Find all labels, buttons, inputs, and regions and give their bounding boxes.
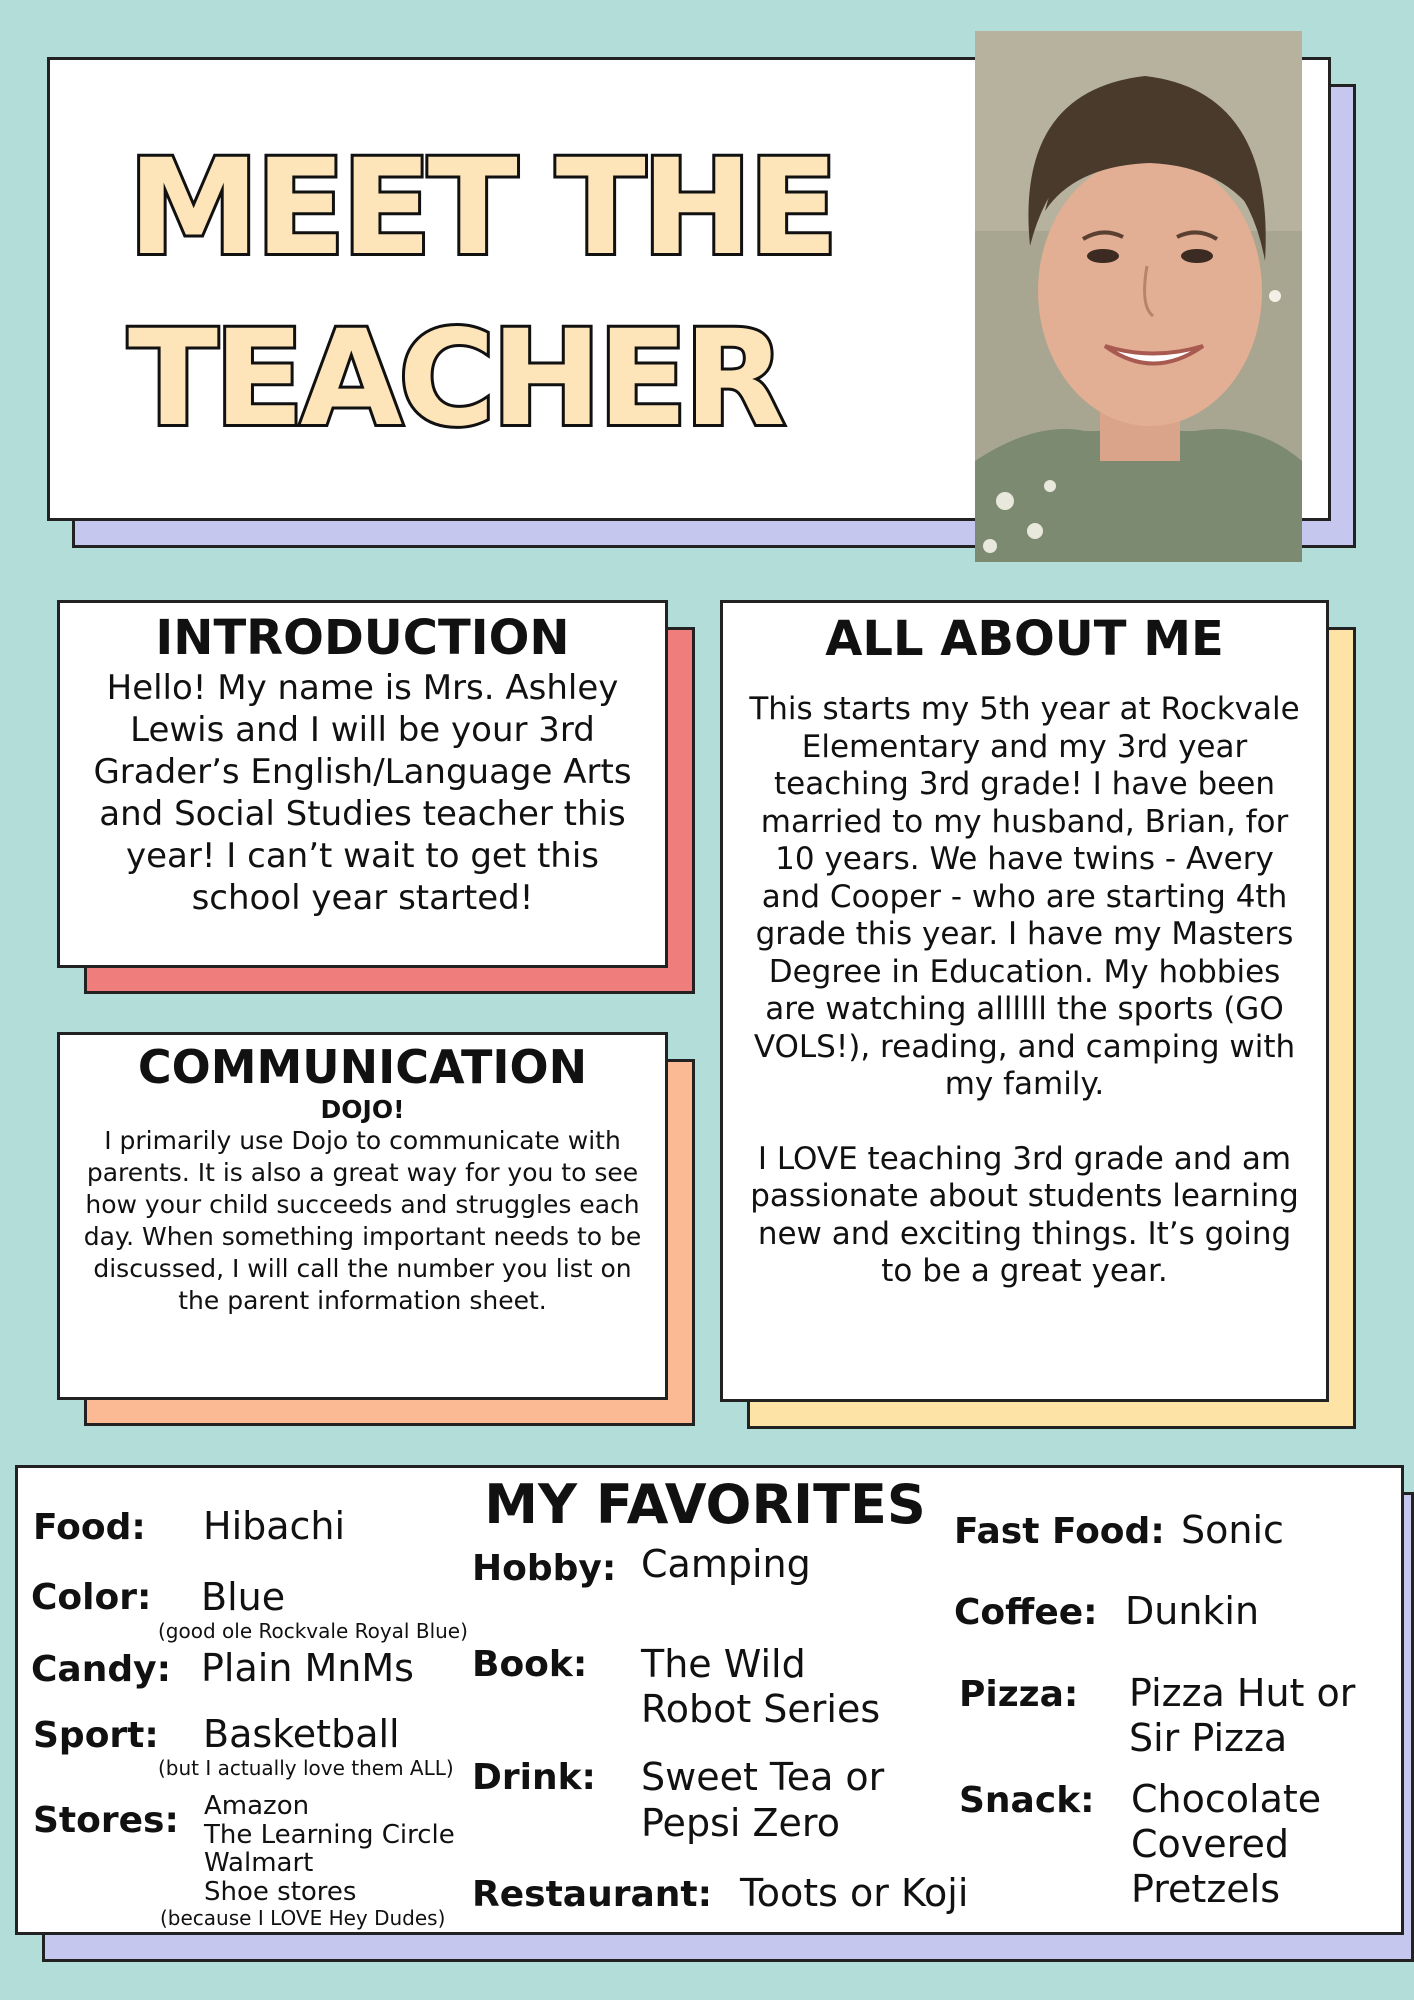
introduction-body: Hello! My name is Mrs. Ashley Lewis and I will be your 3rd Grader’s English/Language Arts and Social Studies teacher this year! I can’t wait to get this school year started!: [93, 668, 632, 918]
fav-store-item: The Learning Circle: [204, 1819, 455, 1850]
fav-sport-label: Sport:: [33, 1715, 159, 1756]
fav-pizza-line-1: Pizza Hut or: [1129, 1671, 1356, 1715]
fav-book-line-1: The Wild: [641, 1642, 806, 1686]
fav-hobby-label: Hobby:: [472, 1548, 617, 1589]
fav-stores-note: (because I LOVE Hey Dudes): [160, 1906, 446, 1930]
fav-candy-label: Candy:: [31, 1649, 171, 1690]
about-card: [720, 600, 1329, 1402]
fav-fastfood-value: Sonic: [1181, 1508, 1284, 1552]
fav-snack-line-2: Covered: [1131, 1822, 1289, 1866]
communication-heading: COMMUNICATION: [137, 1040, 588, 1094]
fav-candy-value: Plain MnMs: [201, 1646, 414, 1690]
title-line-2: TEACHER: [128, 302, 782, 456]
fav-color-label: Color:: [31, 1577, 152, 1618]
fav-sport-value: Basketball: [203, 1712, 400, 1756]
about-paragraph-1: This starts my 5th year at Rockvale Elementary and my 3rd year teaching 3rd grade! I have been married to my husband, Brian, for 10 years. We have twins - Avery and Cooper - who are starting 4th grade this year. I have my Masters Degree in Education. My hobbies are watching allllll the sports (GO VOLS!), reading, and camping with my family.: [749, 691, 1300, 1102]
fav-store-item: Walmart: [204, 1848, 314, 1878]
communication-card: [57, 1032, 668, 1400]
fav-drink-label: Drink:: [472, 1757, 596, 1798]
fav-pizza-line-2: Sir Pizza: [1129, 1716, 1288, 1760]
fav-book-line-2: Robot Series: [641, 1687, 881, 1731]
fav-snack-line-1: Chocolate: [1131, 1777, 1322, 1821]
fav-snack-line-3: Pretzels: [1131, 1867, 1280, 1911]
fav-stores-label: Stores:: [33, 1800, 179, 1841]
introduction-card: [57, 600, 668, 968]
fav-book-label: Book:: [472, 1644, 588, 1685]
fav-food-label: Food:: [33, 1507, 146, 1548]
fav-restaurant-value: Toots or Koji: [740, 1871, 969, 1915]
fav-restaurant-label: Restaurant:: [472, 1874, 712, 1915]
about-heading: ALL ABOUT ME: [825, 611, 1224, 667]
fav-color-value: Blue: [201, 1575, 286, 1619]
portrait-illustration: [975, 31, 1302, 562]
fav-color-note: (good ole Rockvale Royal Blue): [158, 1619, 468, 1643]
favorites-heading: MY FAVORITES: [484, 1473, 926, 1536]
fav-pizza-label: Pizza:: [959, 1674, 1079, 1715]
fav-store-item: Amazon: [204, 1791, 310, 1821]
fav-snack-label: Snack:: [959, 1780, 1095, 1821]
communication-subheading: DOJO!: [320, 1095, 405, 1124]
about-paragraph-2: I LOVE teaching 3rd grade and am passionate about students learning new and exciting things. It’s going to be a great year.: [750, 1140, 1299, 1289]
fav-sport-note: (but I actually love them ALL): [158, 1756, 454, 1780]
fav-store-item: Shoe stores: [204, 1876, 357, 1907]
fav-fastfood-label: Fast Food:: [954, 1511, 1165, 1552]
introduction-heading: INTRODUCTION: [155, 610, 570, 666]
fav-hobby-value: Camping: [641, 1542, 811, 1586]
fav-coffee-value: Dunkin: [1125, 1589, 1260, 1633]
fav-food-value: Hibachi: [203, 1504, 346, 1548]
title-line-1: MEET THE: [128, 131, 835, 285]
communication-body: I primarily use Dojo to communicate with parents. It is also a great way for you to see how your child succeeds and struggles each day. When something important needs to be discussed, I will call the number you list on the parent information sheet.: [83, 1126, 642, 1315]
fav-drink-line-1: Sweet Tea or: [641, 1755, 885, 1799]
fav-stores-list: [204, 1792, 455, 1906]
fav-drink-line-2: Pepsi Zero: [641, 1801, 840, 1845]
fav-coffee-label: Coffee:: [954, 1592, 1098, 1633]
teacher-photo: [975, 31, 1302, 562]
